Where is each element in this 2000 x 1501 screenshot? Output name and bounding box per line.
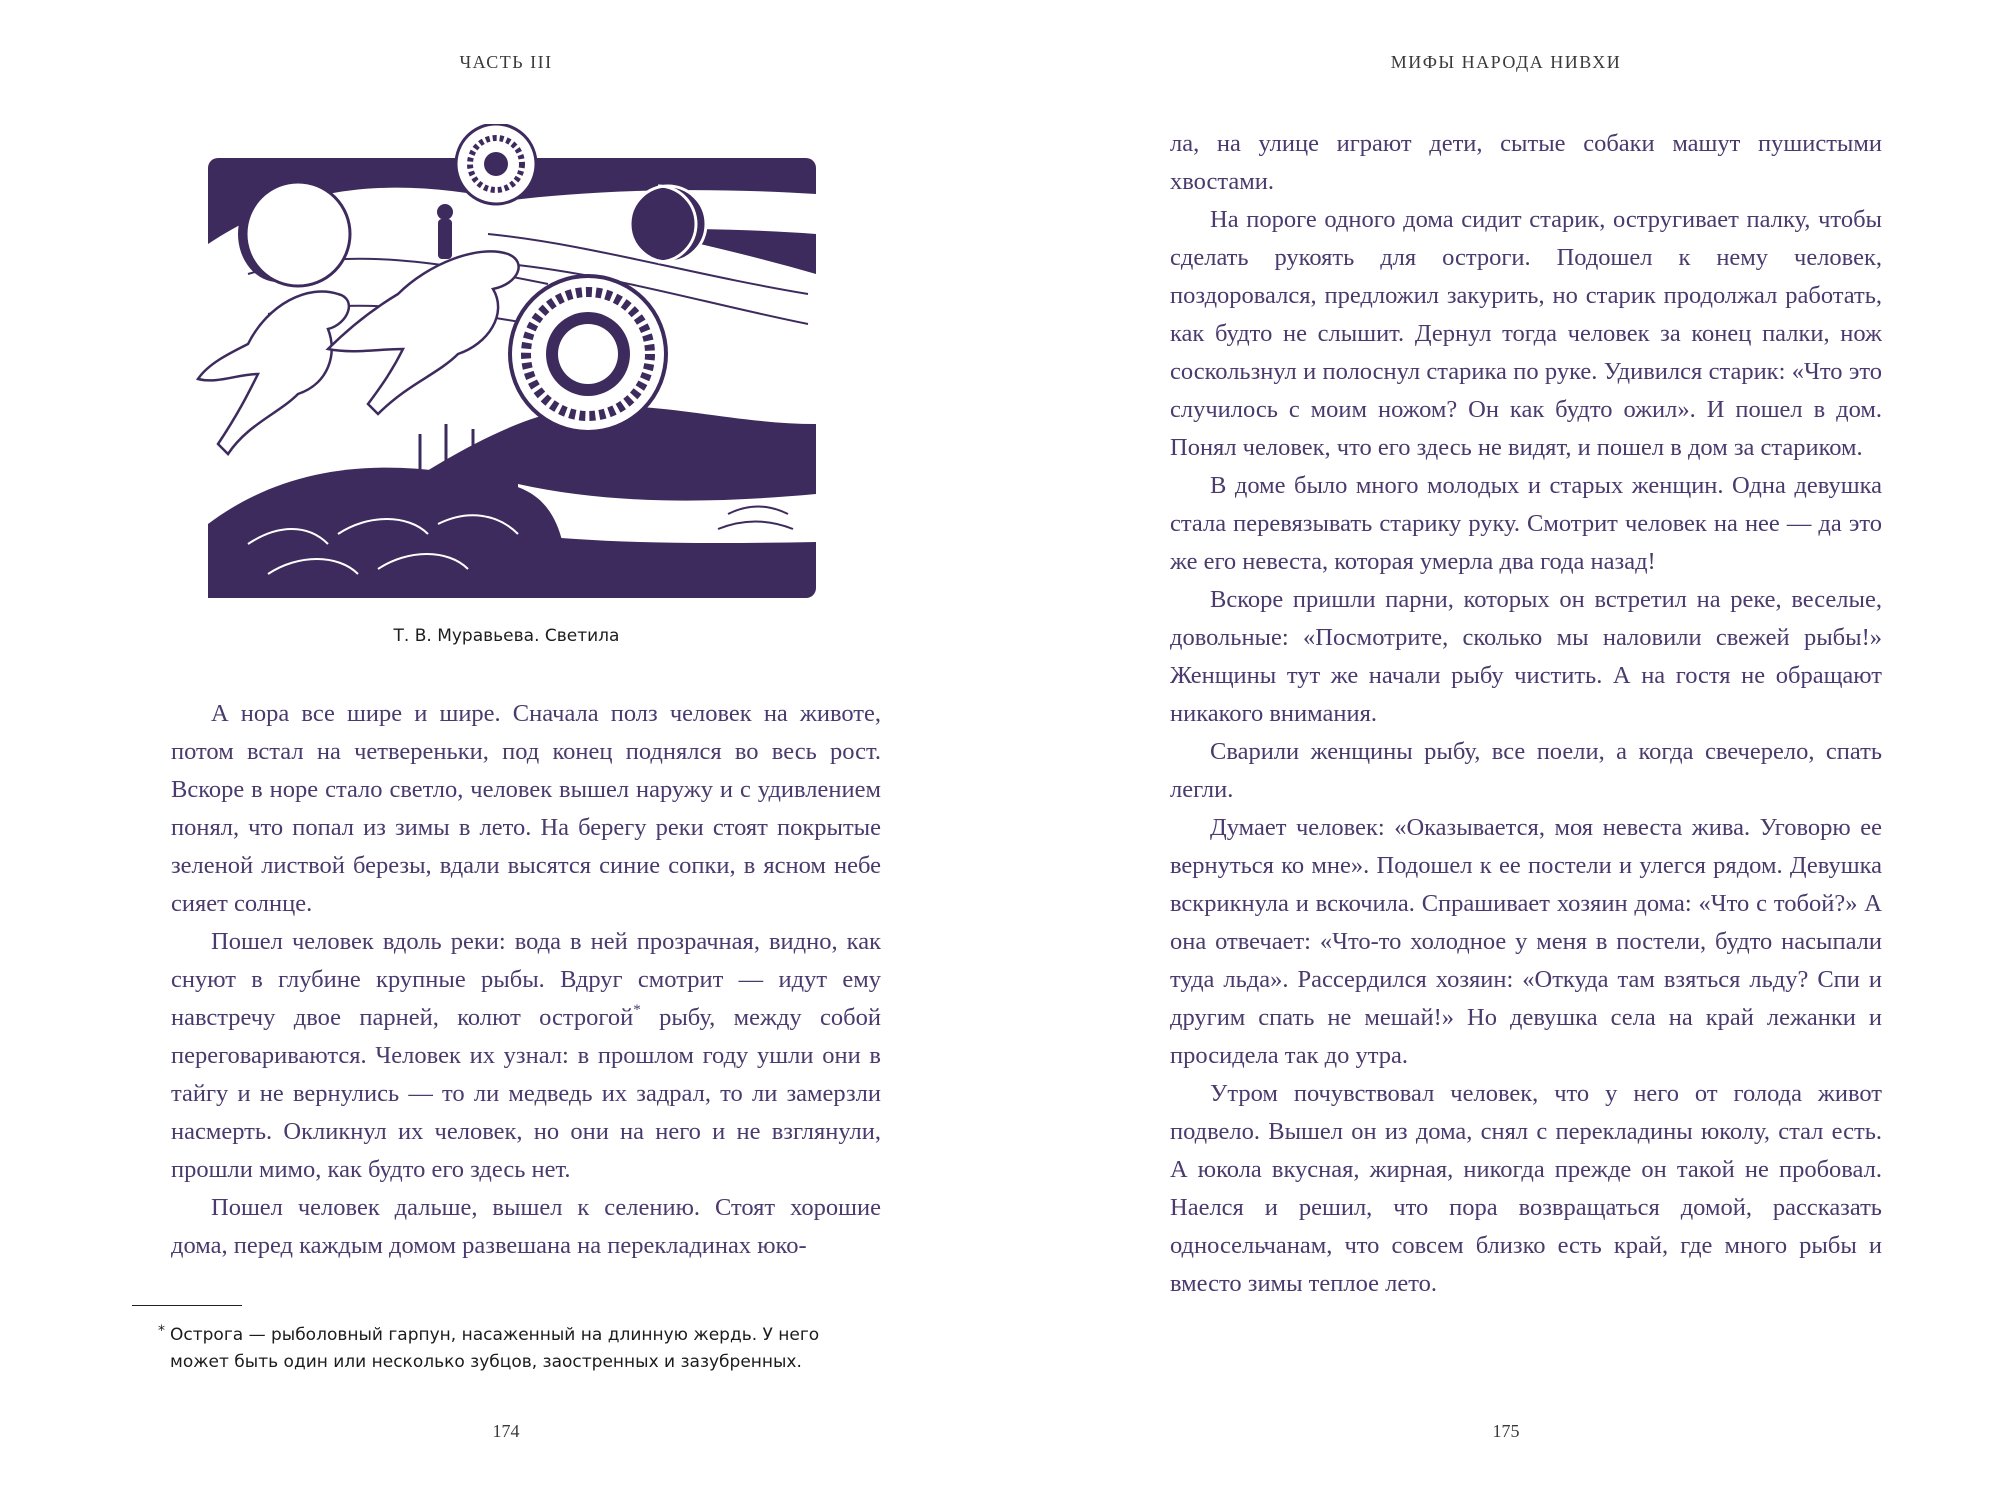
illustration-svetila xyxy=(188,124,825,608)
footnote-text: Острога — рыболовный гарпун, насаженный на длинную жердь. У него может быть один или несколько зубцов, заостренных и зазубренных. xyxy=(170,1325,820,1372)
paragraph-text: рыбу, между собой переговариваются. Человек их узнал: в прошлом году ушли они в тайгу и не вернулись — то ли медведь их задрал, то ли замерзли насмерть. Окликнул их человек, но они на него и не взглянули, прошли мимо, как будто его здесь нет. xyxy=(171,1004,881,1183)
paragraph: Утром почувствовал человек, что у него от голода живот подвело. Вышел он из дома, снял с перекладины юколу, стал есть. А юкола вкусная, жирная, никогда прежде он такой не пробовал. Наелся и решил, что пора возвращаться домой, рассказать односельчанам, что совсем близко есть край, где много рыбы и вместо зимы теплое лето. xyxy=(1170,1080,1882,1297)
footnote-rule xyxy=(132,1305,242,1306)
paragraph: Вскоре пришли парни, которых он встретил на реке, веселые, довольные: «Посмотрите, сколько мы наловили свежей рыбы!» Женщины тут же начали рыбу чистить. А на гостя не обращают никакого внимания. xyxy=(1170,586,1882,727)
paragraph xyxy=(171,923,881,1189)
paragraph-continued: ла, на улице играют дети, сытые собаки машут пушистыми хвостами. xyxy=(1170,130,1882,195)
running-head-right: МИФЫ НАРОДА НИВХИ xyxy=(1390,52,1622,72)
paragraph: На пороге одного дома сидит старик, остругивает палку, чтобы сделать рукоять для остроги. Подошел к нему человек, поздоровался, предложил закурить, но старик продолжал работать, как будто не слышит. Дернул тогда человек за конец палки, нож соскользнул и полоснул старика по руке. Удивился старик: «Что это случилось с моим ножом? Он как будто ожил». И пошел в дом. Понял человек, что его здесь не видят, и пошел в дом за стариком. xyxy=(1170,206,1882,461)
page-number-right: 175 xyxy=(1492,1421,1520,1441)
running-head-left: ЧАСТЬ III xyxy=(459,52,553,72)
paragraph: В доме было много молодых и старых женщин. Одна девушка стала перевязывать старику руку. Смотрит человек на нее — да это же его невеста, которая умерла два года назад! xyxy=(1170,472,1882,575)
paragraph-text: Пошел человек вдоль реки: вода в ней прозрачная, видно, как снуют в глубине крупные рыбы. Вдруг смотрит — идут ему навстречу двое парней, колют острогой xyxy=(171,928,881,1031)
illustration-caption: Т. В. Муравьева. Светила xyxy=(393,626,620,646)
right-page xyxy=(1000,0,2000,1501)
page-number-left: 174 xyxy=(492,1421,520,1441)
paragraph: А нора все шире и шире. Сначала полз человек на животе, потом встал на четвереньки, под конец поднялся во весь рост. Вскоре в норе стало светло, человек вышел наружу и с удивлением понял, что попал из зимы в лето. На берегу реки стоят покрытые зеленой листвой березы, вдали высятся синие сопки, в ясном небе сияет солнце. xyxy=(171,700,881,917)
footnote-mark: * xyxy=(158,1323,165,1339)
footnote xyxy=(158,1322,882,1376)
left-body-text xyxy=(171,695,881,1265)
paragraph: Сварили женщины рыбу, все поели, а когда свечерело, спать легли. xyxy=(1170,738,1882,803)
footnote-reference[interactable]: * xyxy=(633,1001,641,1018)
paragraph: Пошел человек дальше, вышел к селению. Стоят хорошие дома, перед каждым домом развешана на перекладинах юко- xyxy=(171,1194,881,1259)
right-body-text xyxy=(1170,125,1882,1303)
paragraph: Думает человек: «Оказывается, моя невеста жива. Уговорю ее вернуться ко мне». Подошел к ее постели и улегся рядом. Девушка вскрикнула и вскочила. Спрашивает хозяин дома: «Что с тобой?» А она отвечает: «Что-то холодное у меня в постели, будто насыпали туда льда». Рассердился хозяин: «Откуда там взяться льду? Спи и другим спать не мешай!» Но девушка села на край лежанки и просидела так до утра. xyxy=(1170,814,1882,1069)
